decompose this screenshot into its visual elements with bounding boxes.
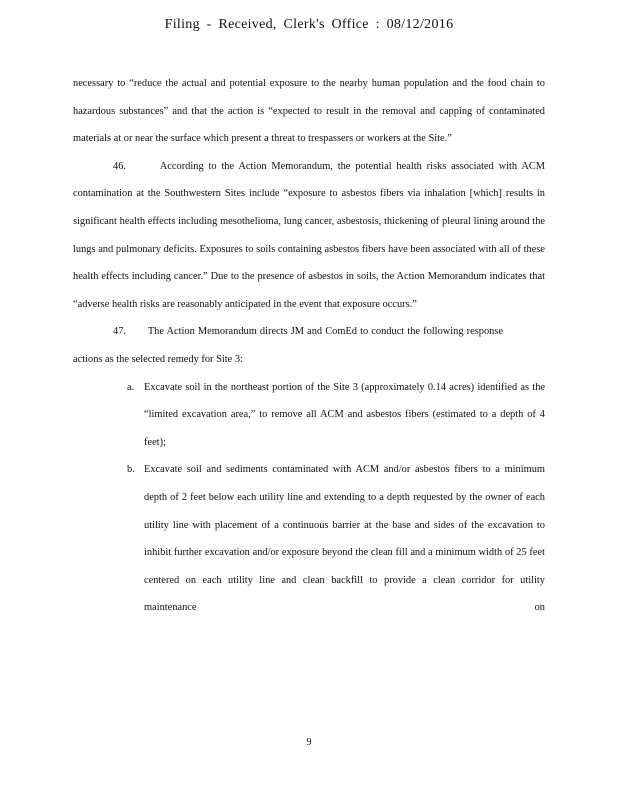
list-item-text: Excavate soil and sediments contaminated with ACM and/or asbestos fibers to a minimum depth of 2 feet below each utility line and extending to a depth requested by the owner of each utility line with placement of a continuous barrier at the base and sides of the excavation to inhibit further excavation and/or exposure beyond the clean fill and a minimum width of 25 feet centered on each utility line and clean backfill to provide a clean corridor for utility maintenance on xyxy=(144,464,545,614)
paragraph-47 xyxy=(73,318,503,373)
list-item-text: Excavate soil in the northeast portion of the Site 3 (approximately 0.14 acres) identified as the “limited excavation area,” to remove all ACM and asbestos fibers (estimated to a depth of 4 feet); xyxy=(144,381,545,448)
list-marker: a. xyxy=(127,381,135,393)
page-number: 9 xyxy=(306,737,312,748)
filing-header: Filing - Received, Clerk's Office : 08/12/2016 xyxy=(164,17,454,32)
list-item xyxy=(73,456,545,622)
paragraph-text: According to the Action Memorandum, the potential health risks associated with ACM contamination at the Southwestern Sites include “exposure to asbestos fibers via inhalation [which] results in significant health effects including mesothelioma, lung cancer, asbestosis, thickening of pleural lining around the lungs and pulmonary deficits. Exposures to soils containing asbestos fibers have been associated with all of these health effects including cancer.” Due to the presence of asbestos in soils, the Action Memorandum indicates that “adverse health risks are reasonably anticipated in the event that exposure occurs.” xyxy=(73,160,546,310)
response-actions-list xyxy=(73,374,545,622)
paragraph-number: 46. xyxy=(113,160,126,172)
paragraph-text: The Action Memorandum directs JM and ComEd to conduct the following response actions as the selected remedy for Site 3: xyxy=(73,326,504,365)
list-marker: b. xyxy=(127,464,135,476)
paragraph-number: 47. xyxy=(113,326,126,338)
paragraph-46 xyxy=(73,153,545,319)
document-body xyxy=(73,70,545,622)
list-item xyxy=(73,374,545,457)
paragraph-continuation: necessary to “reduce the actual and potential exposure to the nearby human population and the food chain to hazardous substances” and that the action is “expected to result in the removal and capping of contaminated materials at or near the surface which present a threat to trespassers or workers at the Site.” xyxy=(73,78,545,145)
